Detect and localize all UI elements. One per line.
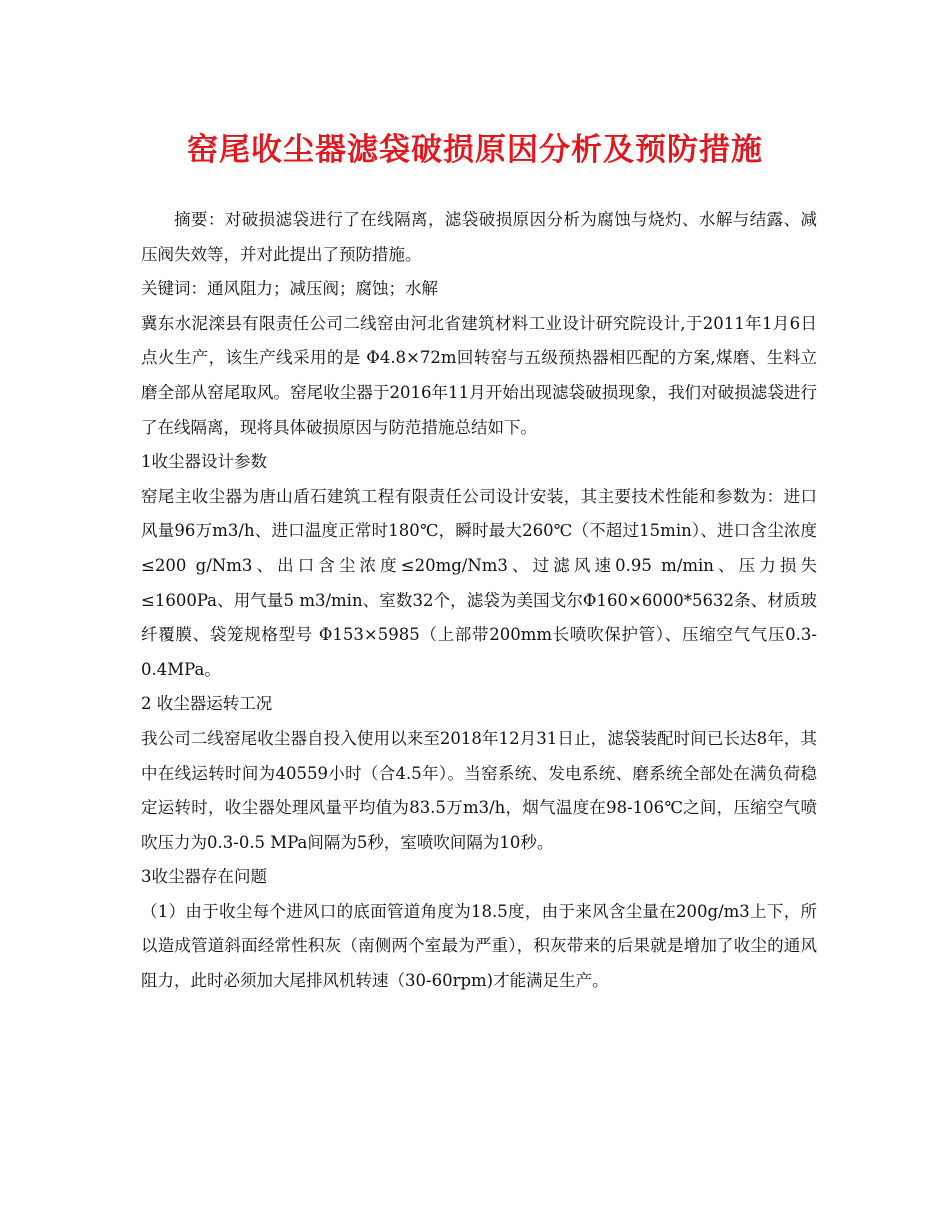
section-heading-3: 3收尘器存在问题 bbox=[141, 867, 267, 887]
document-body bbox=[141, 203, 817, 999]
keywords-paragraph: 关键词：通风阻力；减压阀；腐蚀；水解 bbox=[141, 279, 438, 299]
document-title: 窑尾收尘器滤袋破损原因分析及预防措施 bbox=[187, 132, 763, 168]
section-heading-1: 1收尘器设计参数 bbox=[141, 452, 267, 472]
operation-paragraph: 我公司二线窑尾收尘器自投入使用以来至2018年12月31日止，滤袋装配时间已长达8年，其中在线运转时间为40559小时（合4.5年）。当窑系统、发电系统、磨系统全部处在满负荷稳定运转时，收尘器处理风量平均值为83.5万m3/h，烟气温度在98-106℃之间，压缩空气喷吹压力为0.3-0.5 MPa间隔为5秒，室喷吹间隔为10秒。 bbox=[141, 728, 817, 852]
intro-paragraph: 冀东水泥滦县有限责任公司二线窑由河北省建筑材料工业设计研究院设计,于2011年1月6日点火生产，该生产线采用的是 Φ4.8×72m回转窑与五级预热器相匹配的方案,煤磨、生料立磨全部从窑尾取风。窑尾收尘器于2016年11月开始出现滤袋破损现象，我们对破损滤袋进行了在线隔离，现将具体破损原因与防范措施总结如下。 bbox=[141, 313, 817, 437]
section-heading-2: 2 收尘器运转工况 bbox=[141, 694, 273, 714]
abstract-paragraph: 摘要：对破损滤袋进行了在线隔离，滤袋破损原因分析为腐蚀与烧灼、水解与结露、减压阀失效等，并对此提出了预防措施。 bbox=[141, 210, 817, 264]
design-params-paragraph: 窑尾主收尘器为唐山盾石建筑工程有限责任公司设计安装，其主要技术性能和参数为：进口风量96万m3/h、进口温度正常时180℃，瞬时最大260℃（不超过15min）、进口含尘浓度≤200 g/Nm3、出口含尘浓度≤20mg/Nm3、过滤风速0.95 m/min、压力损失≤1600Pa、用气量5 m3/min、室数32个，滤袋为美国戈尔Φ160×6000*5632条、材质玻纤覆膜、袋笼规格型号 Φ153×5985（上部带200mm长喷吹保护管）、压缩空气气压0.3-0.4MPa。 bbox=[141, 486, 817, 679]
problem-paragraph-1: （1）由于收尘每个进风口的底面管道角度为18.5度，由于来风含尘量在200g/m3上下，所以造成管道斜面经常性积灰（南侧两个室最为严重），积灰带来的后果就是增加了收尘的通风阻力，此时必须加大尾排风机转速（30-60rpm)才能满足生产。 bbox=[141, 901, 817, 991]
